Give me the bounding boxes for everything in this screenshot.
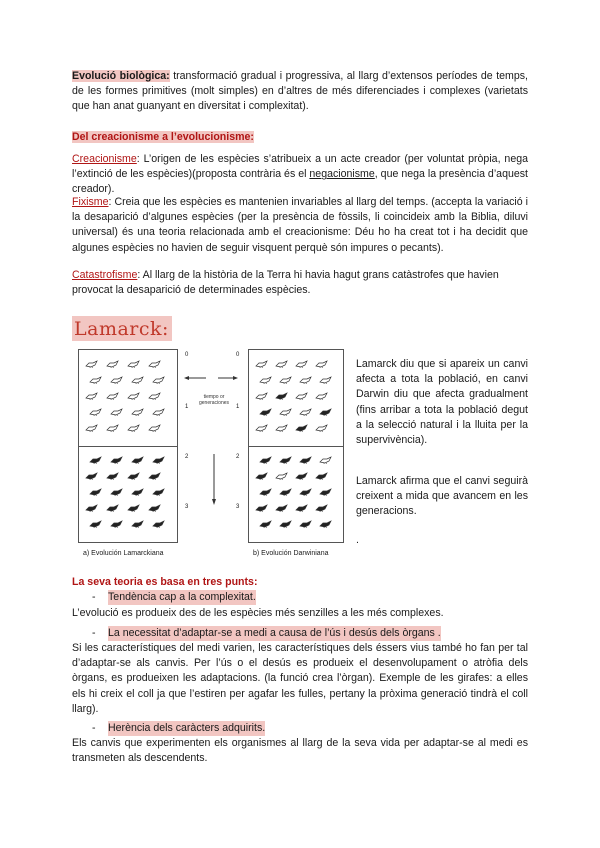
bird-figure — [110, 518, 123, 525]
bird-sketch-icon — [319, 408, 332, 416]
bird-sketch-icon — [279, 488, 292, 496]
bird-figure — [131, 486, 144, 493]
bird-figure — [275, 502, 288, 509]
bird-figure — [89, 518, 102, 525]
lamarck-side-dot: . — [356, 534, 359, 546]
row-label-left-1: 1 — [185, 404, 189, 410]
bird-sketch-icon — [106, 504, 119, 512]
bird-figure — [295, 422, 308, 429]
bird-figure — [106, 358, 119, 365]
bird-figure — [319, 518, 332, 525]
bird-sketch-icon — [299, 376, 312, 384]
catastrofisme-paragraph: Catastrofisme: Al llarg de la història de la Terra hi havia hagut grans catàstrofes que havien provocat la desaparició de determinades espècies. — [72, 269, 499, 297]
bird-figure — [85, 358, 98, 365]
bird-figure — [148, 422, 161, 429]
bird-sketch-icon — [89, 488, 102, 496]
bird-figure — [127, 502, 140, 509]
bird-sketch-icon — [319, 456, 332, 464]
bird-figure — [85, 422, 98, 429]
bird-figure — [89, 486, 102, 493]
bird-sketch-icon — [110, 376, 123, 384]
bird-figure — [295, 390, 308, 397]
bird-sketch-icon — [148, 472, 161, 480]
bird-sketch-icon — [85, 472, 98, 480]
darwin-caption: b) Evolución Darwiniana — [253, 550, 329, 557]
bird-sketch-icon — [110, 488, 123, 496]
bird-figure — [295, 502, 308, 509]
bird-figure — [152, 406, 165, 413]
bird-figure — [315, 390, 328, 397]
bird-sketch-icon — [106, 360, 119, 368]
bird-sketch-icon — [152, 488, 165, 496]
bird-figure — [131, 454, 144, 461]
bird-figure — [315, 502, 328, 509]
bird-figure — [319, 406, 332, 413]
bird-sketch-icon — [319, 520, 332, 528]
bird-figure — [259, 454, 272, 461]
bird-figure — [259, 486, 272, 493]
bird-sketch-icon — [299, 456, 312, 464]
bird-figure — [275, 358, 288, 365]
bird-sketch-icon — [275, 392, 288, 400]
intro-text: transformació gradual i progressiva, al llarg d’extensos períodes de temps, de les formes primitives (molt simples) en d’altres de més diferenciades i complexes (varietats que han anat guanyant en diversitat i complexitat). — [72, 70, 528, 113]
row-label-right-1: 1 — [236, 404, 240, 410]
bird-figure — [127, 390, 140, 397]
bird-sketch-icon — [110, 408, 123, 416]
bird-sketch-icon — [85, 504, 98, 512]
bird-sketch-icon — [299, 488, 312, 496]
row-label-left-3: 3 — [185, 504, 189, 510]
bird-figure — [315, 422, 328, 429]
bullet-dash: - — [92, 591, 96, 603]
bullet-dash: - — [92, 627, 96, 639]
bird-figure — [275, 390, 288, 397]
bird-sketch-icon — [315, 504, 328, 512]
bird-sketch-icon — [152, 408, 165, 416]
negacionisme-link[interactable]: negacionisme — [309, 168, 375, 181]
bird-sketch-icon — [259, 488, 272, 496]
bird-figure — [131, 374, 144, 381]
bird-figure — [255, 502, 268, 509]
bird-figure — [110, 454, 123, 461]
bird-figure — [106, 390, 119, 397]
bird-sketch-icon — [152, 376, 165, 384]
bird-sketch-icon — [315, 424, 328, 432]
point-2-label: La necessitat d’adaptar-se a medi a causa de l’ús i desús dels òrgans . — [108, 626, 441, 641]
bird-sketch-icon — [279, 408, 292, 416]
bird-sketch-icon — [259, 376, 272, 384]
bird-sketch-icon — [131, 488, 144, 496]
bird-sketch-icon — [85, 360, 98, 368]
lamarck-side-text-1: Lamarck diu que si apareix un canvi afecta a tota la població, en canvi Darwin diu que afecta gradualment (fins arribar a tota la població degut a la selecció natural i la lluita per la supervivència). — [356, 358, 528, 447]
point-3-text: Els canvis que experimenten els organismes al llarg de la seva vida per adaptar-se al medi es transmeten als descendents. — [72, 737, 528, 765]
bird-figure — [110, 374, 123, 381]
lamarck-panel — [78, 349, 178, 543]
lamarck-caption: a) Evolución Lamarckiana — [83, 550, 164, 557]
bird-figure — [299, 518, 312, 525]
bird-sketch-icon — [295, 392, 308, 400]
row-label-right-2: 2 — [236, 454, 240, 460]
catastrofisme-term: Catastrofisme — [72, 269, 138, 281]
bird-sketch-icon — [315, 392, 328, 400]
bird-figure — [299, 486, 312, 493]
bird-sketch-icon — [106, 472, 119, 480]
bird-figure — [299, 454, 312, 461]
bird-sketch-icon — [127, 392, 140, 400]
bird-sketch-icon — [89, 376, 102, 384]
point-1-label: Tendència cap a la complexitat. — [108, 590, 256, 605]
bird-figure — [299, 374, 312, 381]
bird-sketch-icon — [295, 504, 308, 512]
point-2-text: Si les característiques del medi varien, les característiques dels éssers vius també ho fan per tal d’adaptar-se als canvis. Per l’ús o el desús es produeix el desenvolupament o atròfia dels òrgans, es produeixen les adaptacions. (la funció crea l’òrgan). Exemple de les girafes: a elles els hi creix el coll ja que l’estiren per agafar les fulles, pertany la pròxima generació tindrà el coll llarg). — [72, 642, 528, 715]
bird-sketch-icon — [255, 424, 268, 432]
bird-figure — [110, 486, 123, 493]
bird-figure — [106, 470, 119, 477]
bird-figure — [319, 454, 332, 461]
bird-figure — [85, 390, 98, 397]
evolution-figure — [78, 344, 344, 566]
bird-figure — [295, 470, 308, 477]
bird-figure — [110, 406, 123, 413]
intro-term: Evolució biològica: — [72, 70, 170, 82]
intro-paragraph — [72, 69, 528, 115]
bird-figure — [152, 454, 165, 461]
bird-sketch-icon — [279, 456, 292, 464]
bird-sketch-icon — [315, 360, 328, 368]
bird-figure — [259, 406, 272, 413]
bird-sketch-icon — [279, 376, 292, 384]
bird-sketch-icon — [89, 520, 102, 528]
bird-figure — [89, 374, 102, 381]
bird-sketch-icon — [131, 408, 144, 416]
bird-sketch-icon — [85, 424, 98, 432]
bird-figure — [255, 470, 268, 477]
theory-heading: La seva teoria es basa en tres punts: — [72, 576, 258, 588]
bird-figure — [259, 518, 272, 525]
bird-sketch-icon — [255, 360, 268, 368]
bird-sketch-icon — [275, 360, 288, 368]
row-label-right-0: 0 — [236, 352, 240, 358]
bird-figure — [279, 518, 292, 525]
bird-sketch-icon — [110, 520, 123, 528]
fixisme-term: Fixisme — [72, 196, 109, 208]
bird-sketch-icon — [89, 408, 102, 416]
row-label-right-3: 3 — [236, 504, 240, 510]
bird-figure — [152, 374, 165, 381]
bird-figure — [279, 406, 292, 413]
bird-figure — [131, 518, 144, 525]
bird-sketch-icon — [275, 472, 288, 480]
bird-figure — [299, 406, 312, 413]
row-label-left-2: 2 — [185, 454, 189, 460]
bird-figure — [127, 422, 140, 429]
bird-figure — [279, 454, 292, 461]
bird-sketch-icon — [152, 520, 165, 528]
bird-figure — [89, 454, 102, 461]
bird-sketch-icon — [319, 376, 332, 384]
point-3-label: Herència dels caràcters adquirits. — [108, 721, 265, 736]
bird-sketch-icon — [255, 392, 268, 400]
bird-sketch-icon — [85, 392, 98, 400]
row-label-left-0: 0 — [185, 352, 189, 358]
bird-figure — [255, 358, 268, 365]
bird-sketch-icon — [106, 424, 119, 432]
bird-figure — [295, 358, 308, 365]
bird-sketch-icon — [275, 504, 288, 512]
bird-figure — [148, 390, 161, 397]
bird-figure — [127, 358, 140, 365]
bird-figure — [255, 422, 268, 429]
bird-figure — [319, 374, 332, 381]
bird-sketch-icon — [295, 424, 308, 432]
bird-sketch-icon — [315, 472, 328, 480]
bird-figure — [279, 486, 292, 493]
bird-sketch-icon — [152, 456, 165, 464]
bird-sketch-icon — [131, 456, 144, 464]
bird-sketch-icon — [148, 360, 161, 368]
bird-sketch-icon — [148, 424, 161, 432]
bird-sketch-icon — [259, 520, 272, 528]
bird-sketch-icon — [259, 456, 272, 464]
bird-figure — [127, 470, 140, 477]
bird-sketch-icon — [127, 424, 140, 432]
bird-sketch-icon — [127, 360, 140, 368]
bird-figure — [148, 358, 161, 365]
bird-figure — [148, 470, 161, 477]
bird-sketch-icon — [275, 424, 288, 432]
bird-figure — [152, 486, 165, 493]
bird-figure — [259, 374, 272, 381]
bird-sketch-icon — [295, 360, 308, 368]
bird-sketch-icon — [319, 488, 332, 496]
darwin-panel — [248, 349, 344, 543]
bird-sketch-icon — [127, 472, 140, 480]
bird-figure — [131, 406, 144, 413]
bird-sketch-icon — [110, 456, 123, 464]
bullet-dash: - — [92, 722, 96, 734]
bird-figure — [85, 502, 98, 509]
bird-sketch-icon — [148, 504, 161, 512]
bird-sketch-icon — [279, 520, 292, 528]
bird-figure — [275, 470, 288, 477]
bird-figure — [152, 518, 165, 525]
bird-sketch-icon — [299, 408, 312, 416]
bird-sketch-icon — [295, 472, 308, 480]
bird-sketch-icon — [89, 456, 102, 464]
bird-figure — [319, 486, 332, 493]
lamarck-side-text-2: Lamarck afirma que el canvi seguirà creixent a mida que avancem en les generacions. — [356, 475, 528, 518]
bird-sketch-icon — [106, 392, 119, 400]
point-1-text: L’evolució es produeix des de les espècies més senzilles a les més complexes. — [72, 607, 444, 619]
bird-figure — [89, 406, 102, 413]
bird-sketch-icon — [131, 376, 144, 384]
bird-figure — [315, 358, 328, 365]
bird-sketch-icon — [255, 472, 268, 480]
fixisme-paragraph: Fixisme: Creia que les espècies es mantenien invariables al llarg del temps. (accepta la variació i la desaparició d’algunes espècies (per la presència de fòssils, li coincideix amb la Biblia, diluvi universal) és una teoria relacionada amb el creacionisme: Déu ho ha creat tot i ha decidit que algunes espècies no havien de seguir visquent perquè són impures o pecants). — [72, 196, 528, 254]
lamarck-title: Lamarck: — [72, 316, 172, 341]
bird-figure — [275, 422, 288, 429]
bird-figure — [148, 502, 161, 509]
bird-sketch-icon — [131, 520, 144, 528]
bird-figure — [255, 390, 268, 397]
creacionisme-paragraph: Creacionisme: L’origen de les espècies s’atribueix a un acte creador (per voluntat pròpia, nega l’extinció de les espècies)(proposta contrària és el negacionisme, que nega la presència d’aquest creador). — [72, 153, 528, 196]
bird-figure — [85, 470, 98, 477]
bird-sketch-icon — [259, 408, 272, 416]
bird-figure — [106, 422, 119, 429]
section-heading-creacionisme: Del creacionisme a l’evolucionisme: — [72, 131, 254, 143]
bird-sketch-icon — [127, 504, 140, 512]
creacionisme-term: Creacionisme — [72, 153, 137, 165]
bird-figure — [279, 374, 292, 381]
time-generations-label: tiempo or generaciones — [198, 394, 230, 406]
bird-figure — [315, 470, 328, 477]
bird-sketch-icon — [148, 392, 161, 400]
bird-sketch-icon — [255, 504, 268, 512]
bird-sketch-icon — [299, 520, 312, 528]
bird-figure — [106, 502, 119, 509]
